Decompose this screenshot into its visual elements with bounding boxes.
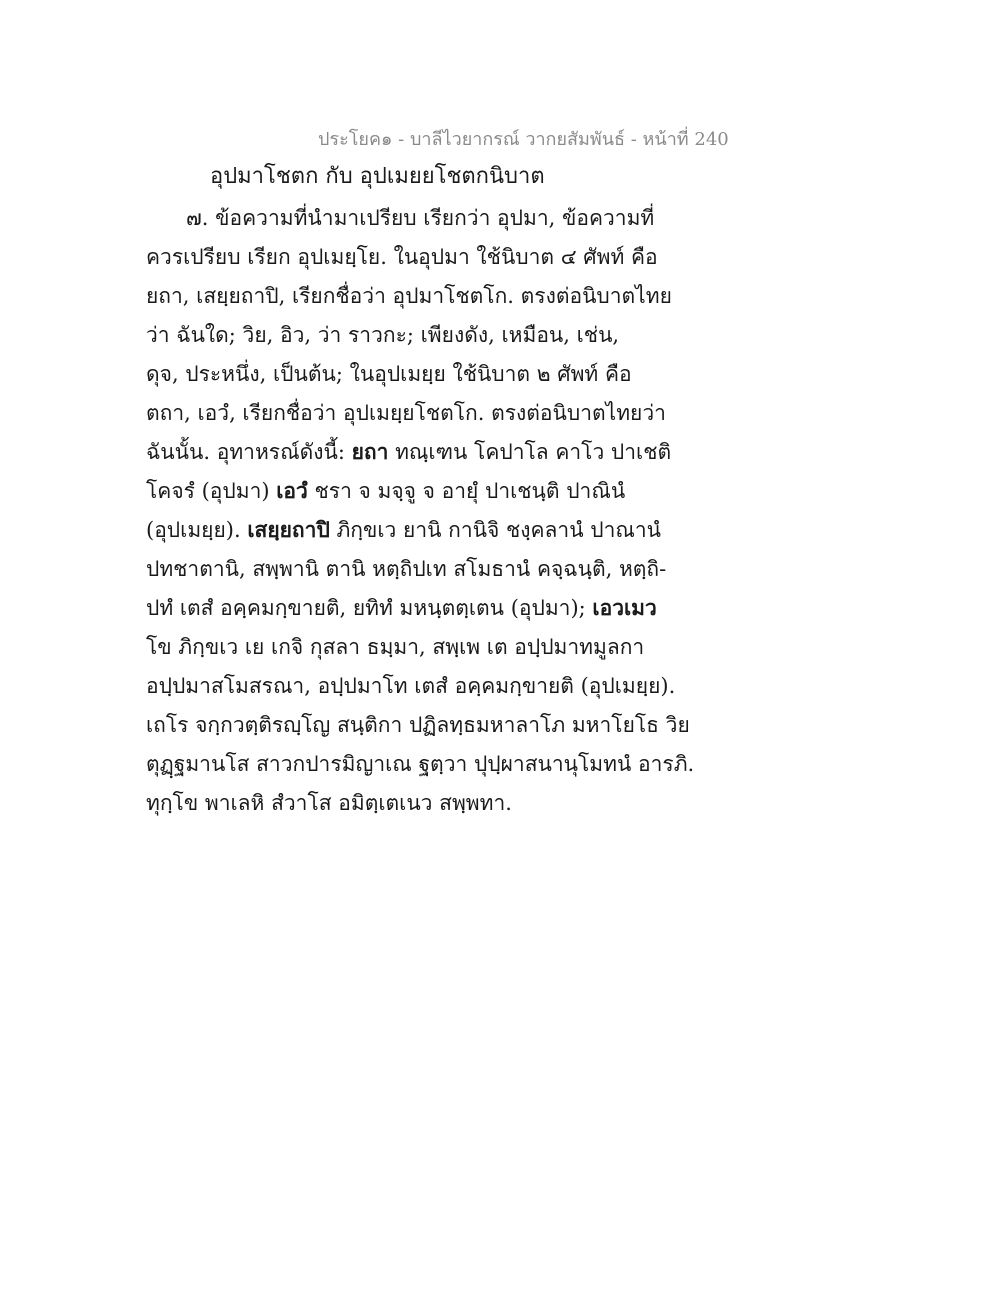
- paragraph-line-1: ๗. ข้อความที่นำมาเปรียบ เรียกว่า อุปมา, ข้อความที่: [186, 206, 655, 230]
- line-7-text-c: ทณฺเฑน โคปาโล คาโว ปาเชติ: [395, 440, 672, 464]
- paragraph-line-7: [146, 436, 671, 469]
- running-header: ประโยค๑ - บาลีไวยากรณ์ วากยสัมพันธ์ - หน้าที่ 240: [318, 129, 729, 150]
- paragraph-line-2: ควรเปรียบ เรียก อุปเมยฺโย. ในอุปมา ใช้นิบาต ๔ ศัพท์ คือ: [146, 245, 658, 269]
- paragraph-line-6: ตถา, เอวํ, เรียกชื่อว่า อุปเมยฺยโชตโก. ตรงต่อนิบาตไทยว่า: [146, 401, 666, 425]
- line-8-text-a: โคจรํ (อุปมา): [146, 479, 270, 503]
- line-8-bold-term: เอวํ: [276, 478, 308, 503]
- paragraph-line-16: ทุกฺโข พาเลหิ สํวาโส อมิตฺเตเนว สพฺพทา.: [146, 791, 512, 815]
- paragraph-line-9: [146, 514, 661, 547]
- section-title: อุปมาโชตก กับ อุปเมยยโชตกนิบาต: [210, 164, 545, 189]
- line-7-bold-term: ยถา: [351, 439, 389, 464]
- paragraph-line-4: ว่า ฉันใด; วิย, อิว, ว่า ราวกะ; เพียงดัง, เหมือน, เช่น,: [146, 323, 620, 347]
- paragraph-line-10: ปทชาตานิ, สพฺพานิ ตานิ หตฺถิปเท สโมธานํ คจฺฉนฺติ, หตฺถิ-: [146, 557, 667, 581]
- line-11-bold-term: เอวเมว: [592, 595, 657, 620]
- line-11-text-a: ปทํ เตสํ อคฺคมกฺขายติ, ยทิทํ มหนฺตตฺเตน (อุปมา);: [146, 596, 586, 620]
- paragraph-line-12: โข ภิกฺขเว เย เกจิ กุสลา ธมฺมา, สพฺเพ เต อปฺปมาทมูลกา: [146, 635, 645, 659]
- line-9-text-a: (อุปเมยฺย).: [146, 518, 241, 542]
- line-9-bold-term: เสยฺยถาปิ: [247, 517, 330, 542]
- paragraph-line-13: อปฺปมาสโมสรณา, อปฺปมาโท เตสํ อคฺคมกฺขายติ (อุปเมยฺย).: [146, 674, 676, 698]
- paragraph-line-5: ดุจ, ประหนึ่ง, เป็นต้น; ในอุปเมยฺย ใช้นิบาต ๒ ศัพท์ คือ: [146, 362, 632, 386]
- paragraph-line-14: เถโร จกฺกวตฺติรญฺโญ สนฺติกา ปฏิลทฺธมหาลาโภ มหาโยโธ วิย: [146, 713, 690, 737]
- line-9-text-c: ภิกฺขเว ยานิ กานิจิ ชงฺคลานํ ปาณานํ: [336, 518, 661, 542]
- line-8-text-c: ชรา จ มจฺจู จ อายุํ ปาเชนฺติ ปาณินํ: [314, 479, 626, 503]
- paragraph-line-3: ยถา, เสยฺยถาปิ, เรียกชื่อว่า อุปมาโชตโก. ตรงต่อนิบาตไทย: [146, 284, 672, 308]
- line-7-text-a: ฉันนั้น. อุทาหรณ์ดังนี้:: [146, 440, 345, 464]
- paragraph-line-8: [146, 475, 625, 508]
- paragraph-line-15: ตุฏฺฐมานโส สาวกปารมิญาเณ ฐตฺวา ปุปฺผาสนานุโมทนํ อารภิ.: [146, 752, 695, 776]
- paragraph-line-11: [146, 592, 657, 625]
